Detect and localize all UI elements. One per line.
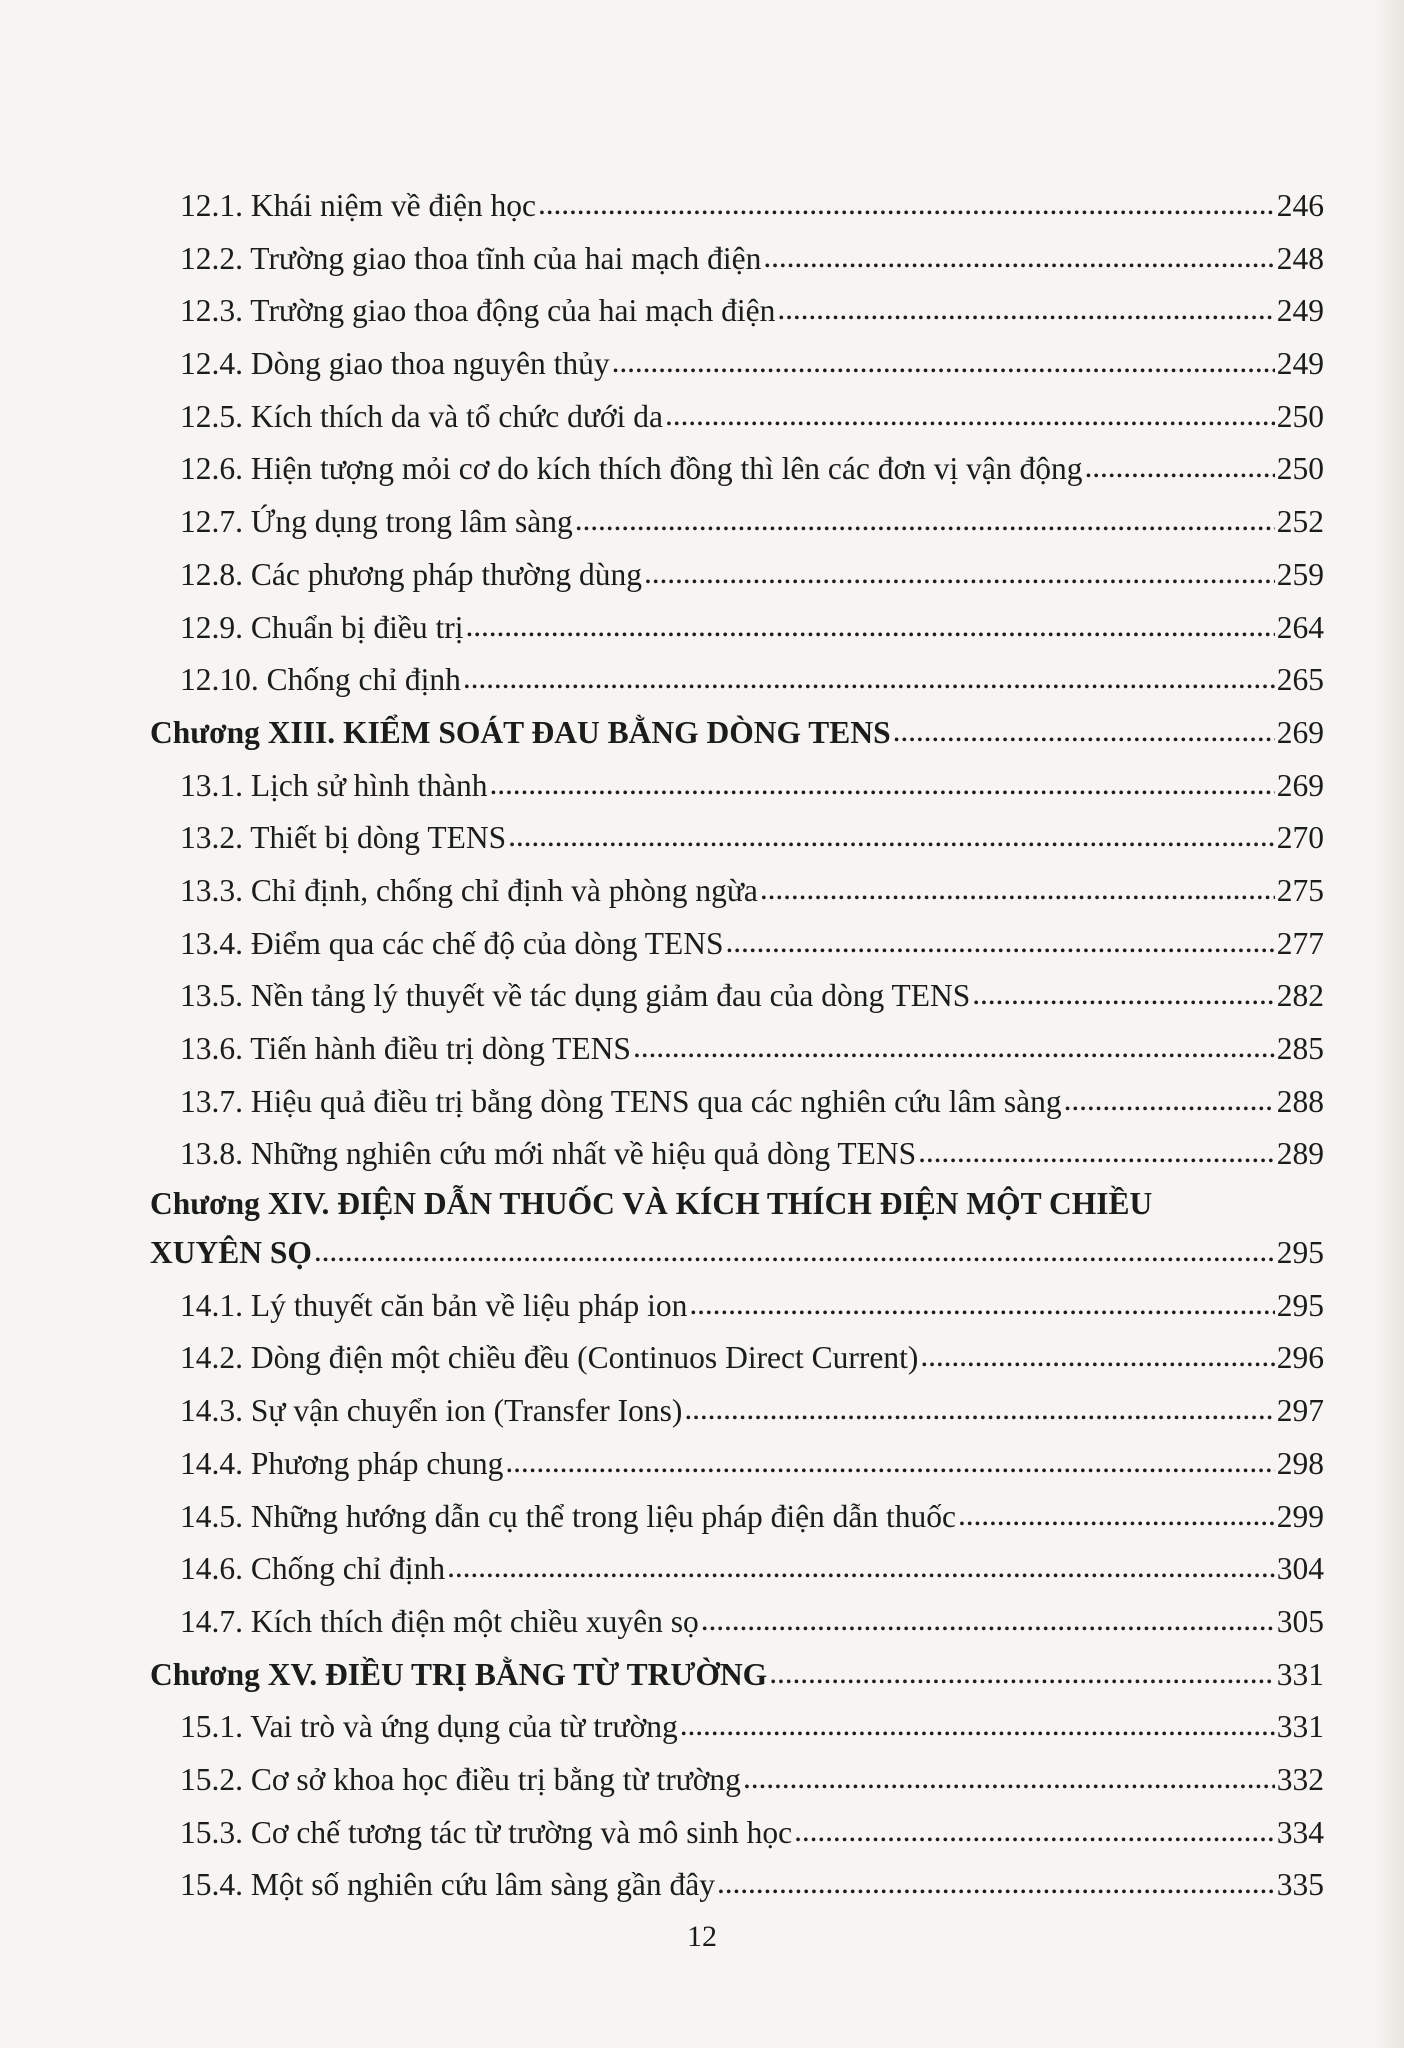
dot-leader: [920, 1330, 1274, 1383]
page-reference: 265: [1276, 662, 1324, 698]
section-title: 12.7. Ứng dụng trong lâm sàng: [180, 504, 573, 540]
dot-leader: [717, 1857, 1275, 1910]
dot-leader: [1085, 441, 1275, 494]
page-reference: 299: [1276, 1498, 1324, 1534]
chapter-title: Chương XIV. ĐIỆN DẪN THUỐC VÀ KÍCH THÍCH ĐIỆN MỘT CHIỀU: [150, 1186, 1153, 1222]
section-title: 15.3. Cơ chế tương tác từ trường và mô sinh học: [180, 1814, 793, 1850]
section-title: 12.4. Dòng giao thoa nguyên thủy: [180, 346, 610, 382]
page-reference: 295: [1276, 1235, 1324, 1271]
dot-leader: [538, 178, 1275, 231]
section-title: 13.6. Tiến hành điều trị dòng TENS: [180, 1031, 631, 1066]
section-title: 12.6. Hiện tượng mỏi cơ do kích thích đồng thì lên các đơn vị vận động: [180, 451, 1083, 487]
dot-leader: [644, 547, 1275, 600]
dot-leader: [689, 1278, 1274, 1331]
toc-section-entry: [150, 1859, 1324, 1912]
page-reference: 331: [1276, 1656, 1324, 1692]
dot-leader: [794, 1805, 1275, 1858]
toc-section-entry: [150, 338, 1324, 391]
toc-section-entry: [150, 1807, 1324, 1860]
toc-section-entry: [150, 812, 1324, 865]
dot-leader: [508, 810, 1275, 863]
toc-section-entry: [150, 760, 1324, 813]
page-reference: 269: [1276, 714, 1324, 750]
dot-leader: [505, 1436, 1274, 1489]
page-reference: 305: [1276, 1603, 1324, 1639]
toc-section-entry: [150, 180, 1324, 233]
toc-section-entry: [150, 970, 1324, 1023]
toc-section-entry: [150, 1754, 1324, 1807]
toc-section-entry: [150, 1596, 1324, 1649]
dot-leader: [490, 758, 1275, 811]
page-reference: 334: [1276, 1814, 1324, 1850]
dot-leader: [743, 1752, 1275, 1805]
toc-section-entry: [150, 285, 1324, 338]
page-edge-shadow: [1376, 0, 1404, 2048]
toc-section-entry: [150, 1438, 1324, 1491]
toc-chapter-entry: [150, 707, 1324, 760]
section-title: 15.4. Một số nghiên cứu lâm sàng gần đây: [180, 1867, 715, 1903]
section-title: 12.3. Trường giao thoa động của hai mạch điện: [180, 293, 776, 329]
dot-leader: [575, 494, 1275, 547]
dot-leader: [612, 336, 1275, 389]
section-title: 12.1. Khái niệm về điện học: [180, 188, 537, 223]
section-title: 13.2. Thiết bị dòng TENS: [180, 820, 507, 856]
section-title: 14.6. Chống chỉ định: [180, 1551, 446, 1587]
section-title: 14.3. Sự vận chuyển ion (Transfer Ions): [180, 1393, 683, 1429]
dot-leader: [314, 1225, 1275, 1278]
toc-section-entry: [150, 602, 1324, 655]
dot-leader: [447, 1541, 1275, 1594]
section-title: 13.8. Những nghiên cứu mới nhất về hiệu quả dòng TENS: [180, 1136, 917, 1172]
page-reference: 285: [1276, 1031, 1324, 1066]
section-title: 13.4. Điểm qua các chế độ của dòng TENS: [180, 925, 724, 961]
toc-section-entry: [150, 1023, 1324, 1076]
page-reference: 248: [1276, 240, 1324, 276]
chapter-title: Chương XV. ĐIỀU TRỊ BẰNG TỪ TRƯỜNG: [150, 1656, 768, 1692]
dot-leader: [465, 600, 1274, 653]
chapter-title: XUYÊN SỌ: [150, 1235, 312, 1271]
toc-chapter-entry: [150, 1649, 1324, 1702]
page-reference: 335: [1276, 1867, 1324, 1903]
page-reference: 296: [1276, 1340, 1324, 1376]
section-title: 15.1. Vai trò và ứng dụng của từ trường: [180, 1709, 678, 1745]
toc-section-entry: [150, 654, 1324, 707]
page-reference: 249: [1276, 293, 1324, 329]
toc-section-entry: [150, 1701, 1324, 1754]
toc-section-entry: [150, 1332, 1324, 1385]
toc-section-entry: [150, 1128, 1324, 1181]
dot-leader: [684, 1383, 1274, 1436]
page-reference: 246: [1276, 188, 1324, 223]
toc-section-entry: [150, 233, 1324, 286]
section-title: 12.5. Kích thích da và tổ chức dưới da: [180, 398, 663, 434]
table-of-contents: [150, 180, 1324, 1912]
page-reference: 275: [1276, 872, 1324, 908]
toc-section-entry: [150, 865, 1324, 918]
dot-leader: [769, 1647, 1275, 1700]
section-title: 15.2. Cơ sở khoa học điều trị bằng từ trường: [180, 1761, 741, 1797]
dot-leader: [1064, 1074, 1275, 1127]
page-reference: 298: [1276, 1445, 1324, 1481]
page-reference: 250: [1276, 451, 1324, 487]
page-reference: 249: [1276, 346, 1324, 382]
page-reference: 252: [1276, 504, 1324, 540]
section-title: 13.5. Nền tảng lý thuyết về tác dụng giảm đau của dòng TENS: [180, 978, 971, 1014]
toc-chapter-entry: [150, 1227, 1324, 1280]
section-title: 14.4. Phương pháp chung: [180, 1445, 504, 1481]
dot-leader: [918, 1126, 1275, 1179]
section-title: 14.2. Dòng điện một chiều đều (Continuos Direct Current): [180, 1340, 919, 1376]
section-title: 13.1. Lịch sử hình thành: [180, 767, 488, 803]
page-reference: 289: [1276, 1136, 1324, 1172]
page-reference: 282: [1276, 978, 1324, 1014]
toc-section-entry: [150, 1543, 1324, 1596]
toc-section-entry: [150, 918, 1324, 971]
toc-section-entry: [150, 496, 1324, 549]
toc-section-entry: [150, 1491, 1324, 1544]
dot-leader: [665, 389, 1275, 442]
dot-leader: [958, 1489, 1275, 1542]
section-title: 13.7. Hiệu quả điều trị bằng dòng TENS qua các nghiên cứu lâm sàng: [180, 1083, 1062, 1119]
dot-leader: [763, 231, 1274, 284]
toc-section-entry: [150, 549, 1324, 602]
chapter-title: Chương XIII. KIỂM SOÁT ĐAU BẰNG DÒNG TENS: [150, 714, 891, 750]
section-title: 12.8. Các phương pháp thường dùng: [180, 556, 643, 592]
dot-leader: [893, 705, 1275, 758]
section-title: 12.10. Chống chỉ định: [180, 662, 461, 698]
section-title: 12.2. Trường giao thoa tĩnh của hai mạch điện: [180, 240, 762, 276]
page-number: 12: [687, 1920, 717, 1953]
toc-section-entry: [150, 391, 1324, 444]
dot-leader: [726, 916, 1275, 969]
dot-leader: [680, 1699, 1275, 1752]
dot-leader: [633, 1021, 1275, 1074]
page-reference: 332: [1276, 1761, 1324, 1797]
section-title: 12.9. Chuẩn bị điều trị: [180, 609, 464, 645]
section-title: 14.5. Những hướng dẫn cụ thể trong liệu pháp điện dẫn thuốc: [180, 1498, 957, 1534]
toc-section-entry: [150, 443, 1324, 496]
toc-section-entry: [150, 1385, 1324, 1438]
page-reference: 277: [1276, 925, 1324, 961]
dot-leader: [701, 1594, 1275, 1647]
page-reference: 295: [1276, 1287, 1324, 1323]
toc-section-entry: [150, 1076, 1324, 1129]
page-reference: 331: [1276, 1709, 1324, 1745]
section-title: 14.7. Kích thích điện một chiều xuyên sọ: [180, 1603, 699, 1639]
page-reference: 264: [1276, 609, 1324, 645]
page-reference: 297: [1276, 1393, 1324, 1429]
dot-leader: [463, 652, 1275, 705]
toc-chapter-entry: [150, 1181, 1324, 1227]
dot-leader: [972, 968, 1274, 1021]
page-reference: 288: [1276, 1083, 1324, 1119]
section-title: 13.3. Chỉ định, chống chỉ định và phòng ngừa: [180, 872, 758, 908]
section-title: 14.1. Lý thuyết căn bản về liệu pháp ion: [180, 1287, 688, 1323]
page-reference: 259: [1276, 556, 1324, 592]
dot-leader: [777, 283, 1274, 336]
page-reference: 270: [1276, 820, 1324, 856]
page-reference: 250: [1276, 398, 1324, 434]
page-reference: 269: [1276, 767, 1324, 803]
page-reference: 304: [1276, 1551, 1324, 1587]
toc-section-entry: [150, 1280, 1324, 1333]
dot-leader: [760, 863, 1275, 916]
